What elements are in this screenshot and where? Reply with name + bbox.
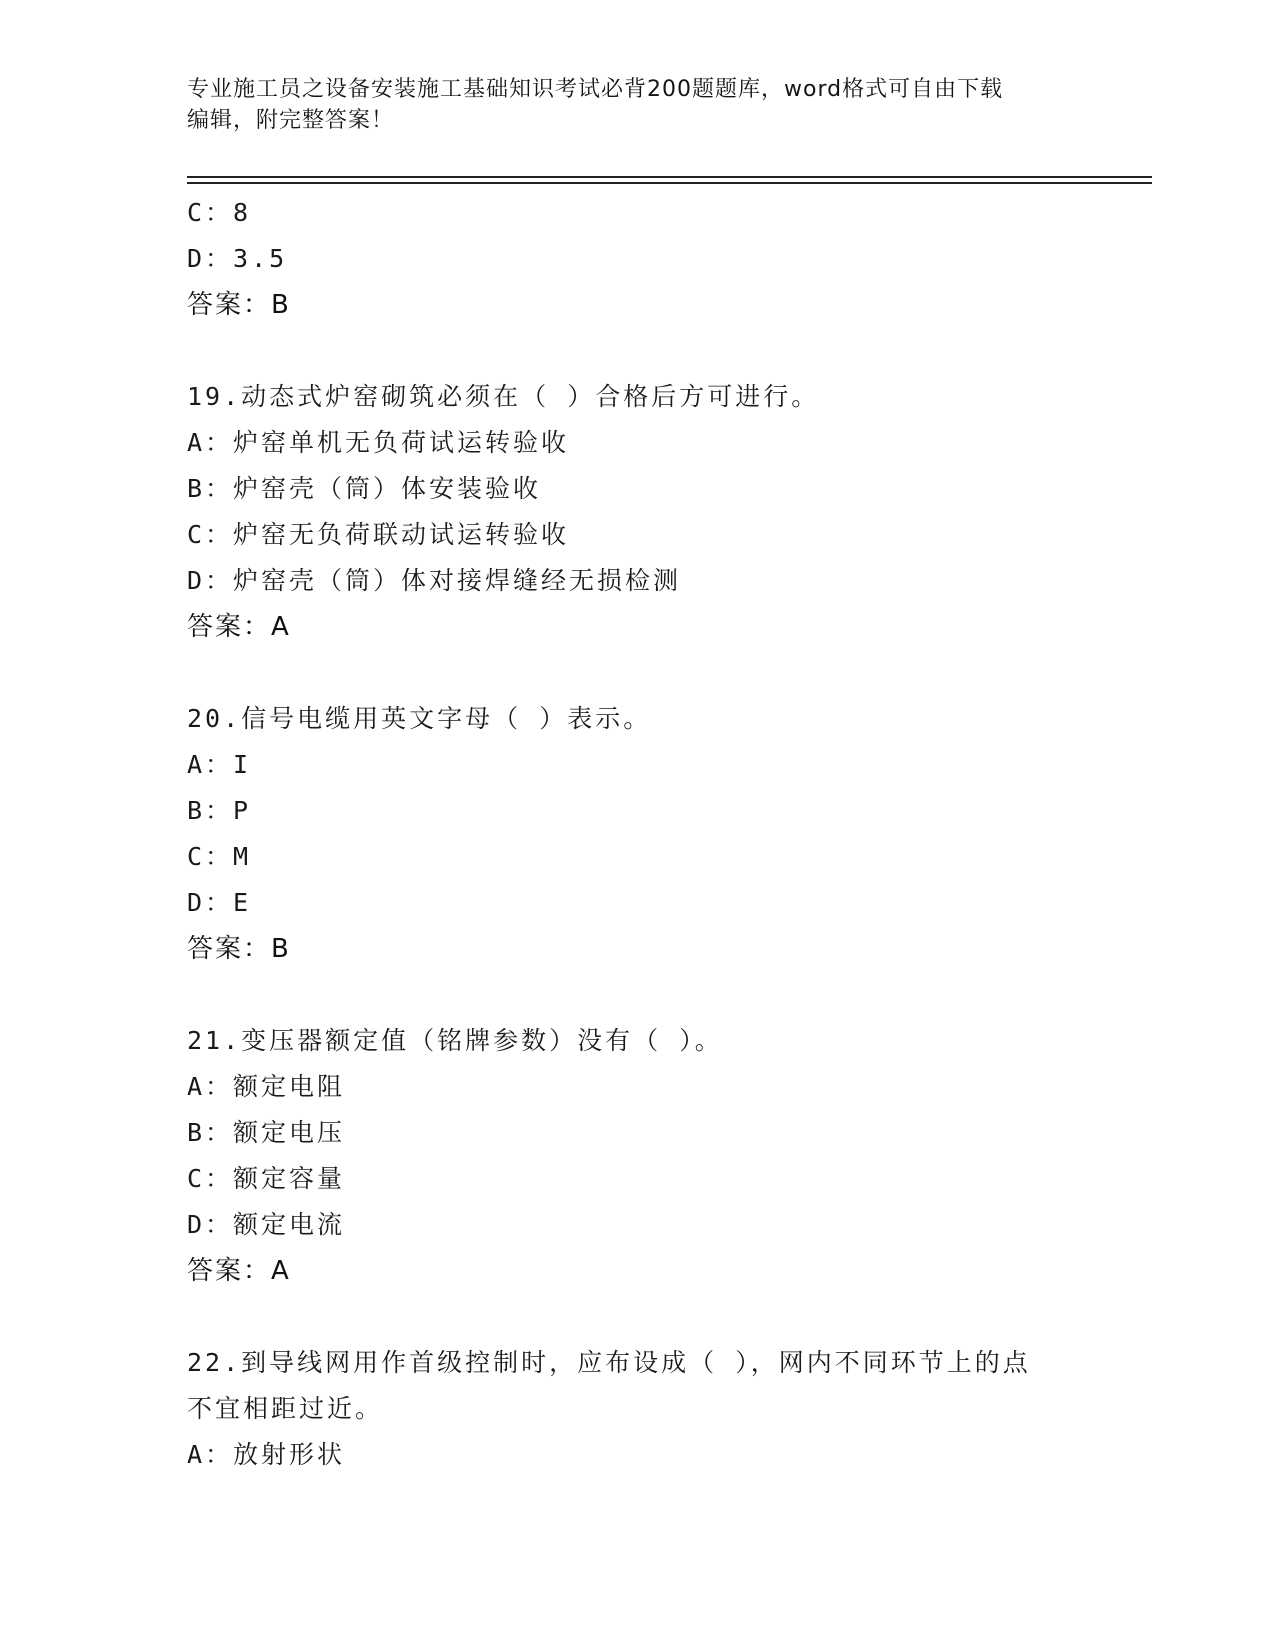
question-stem: 22.到导线网用作首级控制时，应布设成（ ），网内不同环节上的点: [187, 1348, 1031, 1377]
option-a: A：炉窑单机无负荷试运转验收: [187, 428, 570, 457]
option-b: B：P: [187, 796, 252, 825]
spacer: [187, 972, 1087, 1018]
question-stem: 21.变压器额定值（铭牌参数）没有（ ）。: [187, 1026, 723, 1055]
answer: 答案：A: [187, 1256, 291, 1286]
option-d: D：3.5: [187, 244, 288, 273]
option-a: A：额定电阻: [187, 1072, 346, 1101]
option-c: C：8: [187, 198, 252, 227]
option-b: B：额定电压: [187, 1118, 346, 1147]
question-list: [187, 190, 1087, 1478]
question-stem: 19.动态式炉窑砌筑必须在（ ）合格后方可进行。: [187, 382, 820, 411]
spacer: [187, 328, 1087, 374]
page-header: [187, 74, 1067, 136]
spacer: [187, 650, 1087, 696]
option-d: D：额定电流: [187, 1210, 346, 1239]
question-18-continuation: [187, 190, 1087, 328]
question-19: [187, 374, 1087, 650]
question-22: [187, 1340, 1087, 1478]
header-title-line-1: 专业施工员之设备安装施工基础知识考试必背200题题库，word格式可自由下载: [187, 77, 1004, 102]
option-c: C：炉窑无负荷联动试运转验收: [187, 520, 570, 549]
option-d: D：E: [187, 888, 252, 917]
spacer: [187, 1294, 1087, 1340]
question-stem-continued: 不宜相距过近。: [187, 1394, 384, 1423]
header-title-line-2: 编辑，附完整答案！: [187, 108, 395, 133]
option-c: C：M: [187, 842, 252, 871]
option-a: A：I: [187, 750, 252, 779]
option-a: A：放射形状: [187, 1440, 346, 1469]
header-divider-bottom: [187, 182, 1152, 184]
option-b: B：炉窑壳（筒）体安装验收: [187, 474, 542, 503]
header-divider-top: [187, 176, 1152, 178]
question-stem: 20.信号电缆用英文字母（ ）表示。: [187, 704, 652, 733]
question-20: [187, 696, 1087, 972]
answer: 答案：A: [187, 612, 291, 642]
option-c: C：额定容量: [187, 1164, 346, 1193]
option-d: D：炉窑壳（筒）体对接焊缝经无损检测: [187, 566, 682, 595]
answer: 答案：B: [187, 934, 291, 964]
question-21: [187, 1018, 1087, 1294]
answer: 答案：B: [187, 290, 291, 320]
